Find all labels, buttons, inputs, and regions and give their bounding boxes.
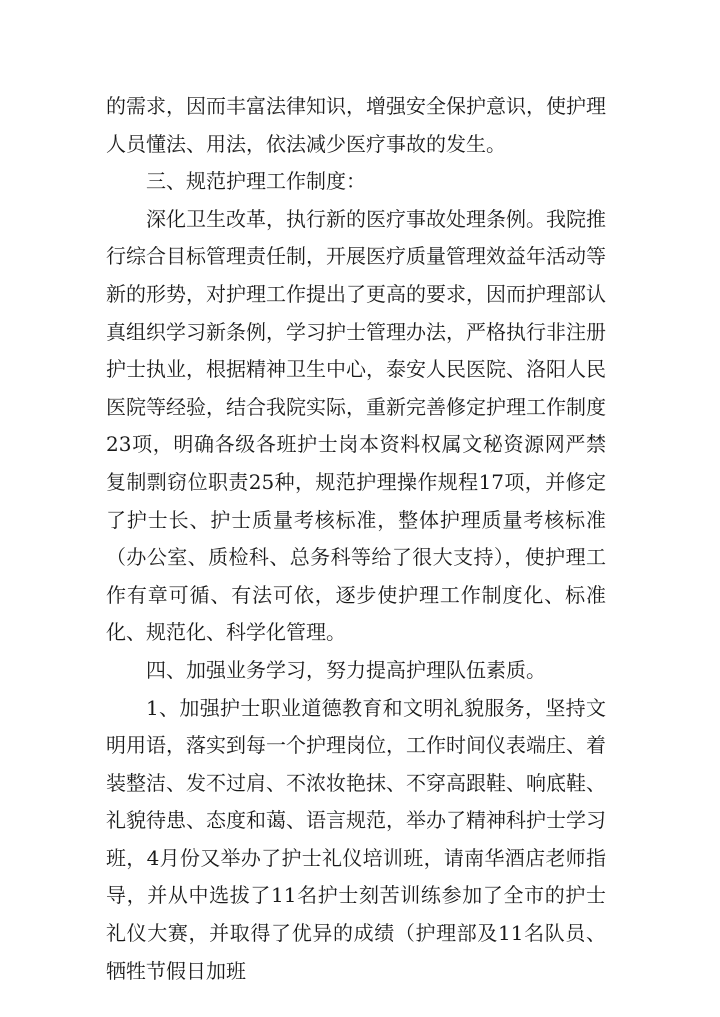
paragraph-1: 的需求，因而丰富法律知识，增强安全保护意识，使护理人员懂法、用法，依法减少医疗事故的发生。 [106, 94, 606, 156]
document-body [106, 88, 606, 990]
section-heading-4: 四、加强业务学习，努力提高护理队伍素质。 [146, 657, 546, 682]
paragraph-3: 深化卫生改革，执行新的医疗事故处理条例。我院推行综合目标管理责任制，开展医疗质量管理效益年活动等新的形势，对护理工作提出了更高的要求，因而护理部认真组织学习新条例，学习护士管理办法，严格执行非注册护士执业，根据精神卫生中心，泰安人民医院、洛阳人民医院等经验，结合我院实际，重新完善修定护理工作制度23项，明确各级各班护士岗本资料权属文秘资源网严禁复制剽窃位职责25种，规范护理操作规程17项，并修定了护士长、护士质量考核标准，整体护理质量考核标准（办公室、质检科、总务科等给了很大支持），使护理工作有章可循、有法可依，逐步使护理工作制度化、标准化、规范化、科学化管理。 [106, 206, 606, 645]
section-heading-3: 三、规范护理工作制度： [146, 169, 366, 194]
paragraph-5: 1、加强护士职业道德教育和文明礼貌服务，坚持文明用语，落实到每一个护理岗位，工作时间仪表端庄、着装整洁、发不过肩、不浓妆艳抹、不穿高跟鞋、响底鞋、礼貌待患、态度和蔼、语言规范，举办了精神科护士学习班，4月份又举办了护士礼仪培训班，请南华酒店老师指导，并从中选拔了11名护士刻苦训练参加了全市的护士礼仪大赛，并取得了优异的成绩（护理部及11名队员、牺牲节假日加班 [106, 695, 606, 983]
